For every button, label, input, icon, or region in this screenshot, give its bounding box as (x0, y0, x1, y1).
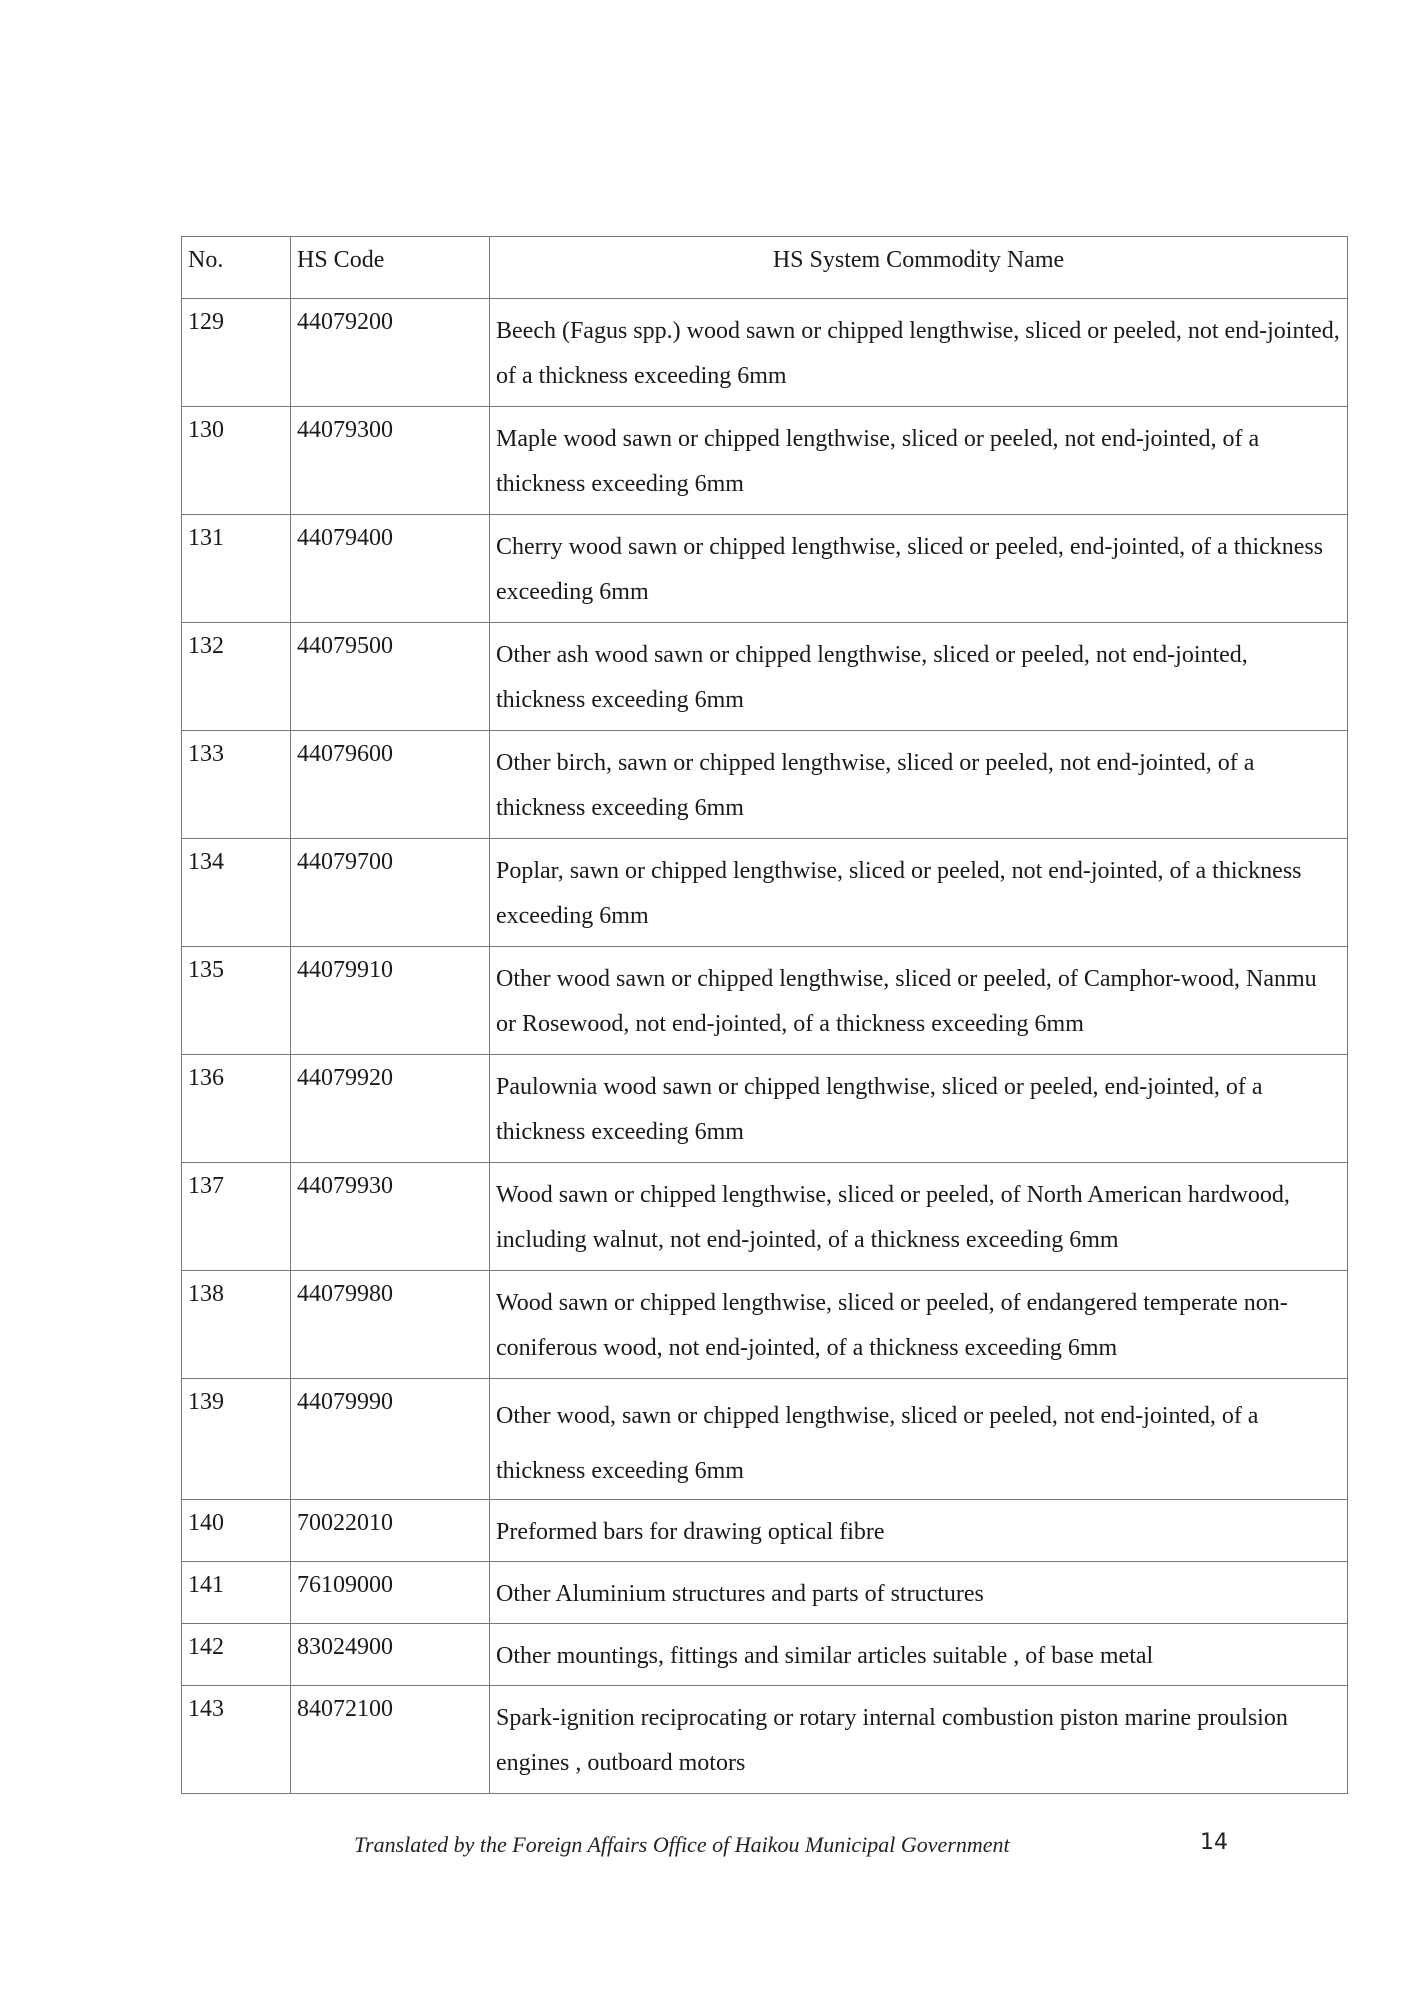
commodity-table (181, 236, 1348, 1794)
page-footer (0, 1832, 1414, 1872)
row-hs-code: 76109000 (291, 1562, 490, 1624)
row-hs-code: 44079980 (291, 1271, 490, 1379)
header-commodity-name: HS System Commodity Name (490, 237, 1348, 299)
row-hs-code: 70022010 (291, 1500, 490, 1562)
row-no: 142 (182, 1624, 291, 1686)
table-row (182, 623, 1348, 731)
row-no: 137 (182, 1163, 291, 1271)
table-row (182, 407, 1348, 515)
row-commodity-name: Preformed bars for drawing optical fibre (490, 1500, 1348, 1562)
row-hs-code: 44079910 (291, 947, 490, 1055)
row-commodity-name: Other birch, sawn or chipped lengthwise, sliced or peeled, not end-jointed, of a thickness exceeding 6mm (490, 731, 1348, 839)
table-row (182, 515, 1348, 623)
table-row (182, 1271, 1348, 1379)
row-commodity-name: Other wood, sawn or chipped lengthwise, sliced or peeled, not end-jointed, of a thickness exceeding 6mm (490, 1379, 1348, 1500)
row-no: 143 (182, 1686, 291, 1794)
row-commodity-name: Beech (Fagus spp.) wood sawn or chipped lengthwise, sliced or peeled, not end-jointed, of a thickness exceeding 6mm (490, 299, 1348, 407)
row-no: 130 (182, 407, 291, 515)
row-commodity-name: Poplar, sawn or chipped lengthwise, sliced or peeled, not end-jointed, of a thickness exceeding 6mm (490, 839, 1348, 947)
table-row (182, 1624, 1348, 1686)
row-hs-code: 44079500 (291, 623, 490, 731)
row-hs-code: 44079200 (291, 299, 490, 407)
table-row (182, 839, 1348, 947)
row-hs-code: 44079300 (291, 407, 490, 515)
table-row (182, 1055, 1348, 1163)
translation-credit: Translated by the Foreign Affairs Office of Haikou Municipal Government (354, 1832, 1010, 1857)
row-no: 134 (182, 839, 291, 947)
row-hs-code: 44079400 (291, 515, 490, 623)
row-no: 138 (182, 1271, 291, 1379)
table-header-row (182, 237, 1348, 299)
row-no: 136 (182, 1055, 291, 1163)
table-row (182, 1379, 1348, 1500)
row-hs-code: 44079700 (291, 839, 490, 947)
row-commodity-name: Other Aluminium structures and parts of structures (490, 1562, 1348, 1624)
row-commodity-name: Cherry wood sawn or chipped lengthwise, sliced or peeled, end-jointed, of a thickness exceeding 6mm (490, 515, 1348, 623)
header-no: No. (182, 237, 291, 299)
row-no: 131 (182, 515, 291, 623)
row-no: 140 (182, 1500, 291, 1562)
row-hs-code: 44079920 (291, 1055, 490, 1163)
row-no: 133 (182, 731, 291, 839)
table-row (182, 731, 1348, 839)
table-row (182, 1686, 1348, 1794)
row-no: 139 (182, 1379, 291, 1500)
row-no: 135 (182, 947, 291, 1055)
row-no: 129 (182, 299, 291, 407)
row-commodity-name: Paulownia wood sawn or chipped lengthwise, sliced or peeled, end-jointed, of a thickness exceeding 6mm (490, 1055, 1348, 1163)
row-hs-code: 44079600 (291, 731, 490, 839)
table-row (182, 1500, 1348, 1562)
row-no: 132 (182, 623, 291, 731)
row-hs-code: 84072100 (291, 1686, 490, 1794)
row-commodity-name: Other mountings, fittings and similar articles suitable , of base metal (490, 1624, 1348, 1686)
row-commodity-name: Wood sawn or chipped lengthwise, sliced or peeled, of North American hardwood, including walnut, not end-jointed, of a thickness exceeding 6mm (490, 1163, 1348, 1271)
row-hs-code: 44079990 (291, 1379, 490, 1500)
row-hs-code: 44079930 (291, 1163, 490, 1271)
row-commodity-name: Other wood sawn or chipped lengthwise, sliced or peeled, of Camphor-wood, Nanmu or Rosewood, not end-jointed, of a thickness exceeding 6mm (490, 947, 1348, 1055)
row-commodity-name: Maple wood sawn or chipped lengthwise, sliced or peeled, not end-jointed, of a thickness exceeding 6mm (490, 407, 1348, 515)
row-no: 141 (182, 1562, 291, 1624)
row-hs-code: 83024900 (291, 1624, 490, 1686)
row-commodity-name: Spark-ignition reciprocating or rotary internal combustion piston marine proulsion engines , outboard motors (490, 1686, 1348, 1794)
header-hs-code: HS Code (291, 237, 490, 299)
table-row (182, 947, 1348, 1055)
table-row (182, 1562, 1348, 1624)
table-row (182, 1163, 1348, 1271)
page-number: 14 (1200, 1830, 1228, 1855)
row-commodity-name: Other ash wood sawn or chipped lengthwise, sliced or peeled, not end-jointed, thickness exceeding 6mm (490, 623, 1348, 731)
table-row (182, 299, 1348, 407)
row-commodity-name: Wood sawn or chipped lengthwise, sliced or peeled, of endangered temperate non-coniferous wood, not end-jointed, of a thickness exceeding 6mm (490, 1271, 1348, 1379)
